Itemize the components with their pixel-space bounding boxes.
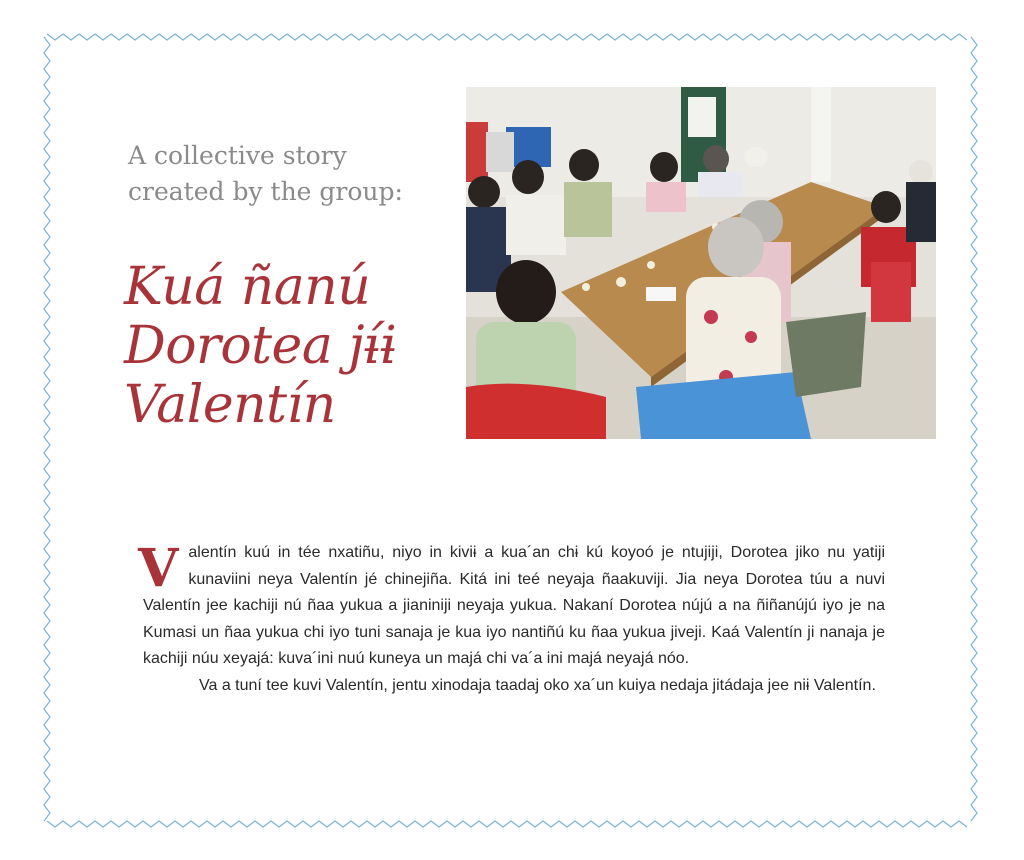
zigzag-border-edge — [971, 37, 977, 821]
zigzag-border-edge — [47, 34, 967, 40]
story-title — [124, 258, 454, 435]
story-text — [138, 538, 885, 699]
title-line-1: Kuá ñanú — [124, 257, 371, 317]
subtitle — [128, 138, 448, 210]
story-paragraph-1 — [138, 538, 885, 673]
subtitle-line-1: A collective story — [128, 141, 347, 170]
group-photo — [466, 87, 936, 439]
title-line-3: Valentín — [124, 375, 336, 435]
story-paragraph-1-text: alentín kuú in tée nxatiñu, niyo in kiviɨ a kua´an chɨ kú koyoó je ntujiji, Dorotea jiko nu yatiji kunaviini neya Valentín jé chinejiña. Kitá ini teé neyaja ñaakuviji. Jia neya Dorotea túu a nuvi Valentín jee kachiji nú ñaa yukua a jianiniji neyaja yukua. Nakaní Dorotea nújú a na ñiñanújú iyo je na Kumasi un ñaa yukua chi iyo tuni sanaja je kua iyo nantiñú ku ñaa yukua jiveji. Kaá Valentín ji nanaja je kachiji núu xeyajá: kuva´ini nuú kuneya un majá chi va´a ini majá neyajá nóo. — [143, 544, 885, 667]
title-line-2: Dorotea jɨ́ɨ — [124, 316, 397, 376]
story-paragraph-2: Va a tuní tee kuvi Valentín, jentu xinodaja taadaj oko xa´un kuiya nedaja jitádaja jee niɨ Valentín. — [199, 676, 876, 694]
drop-cap: V — [138, 538, 179, 599]
zigzag-border-edge — [44, 37, 50, 821]
zigzag-border-edge — [47, 821, 967, 827]
subtitle-line-2: created by the group: — [128, 177, 403, 206]
